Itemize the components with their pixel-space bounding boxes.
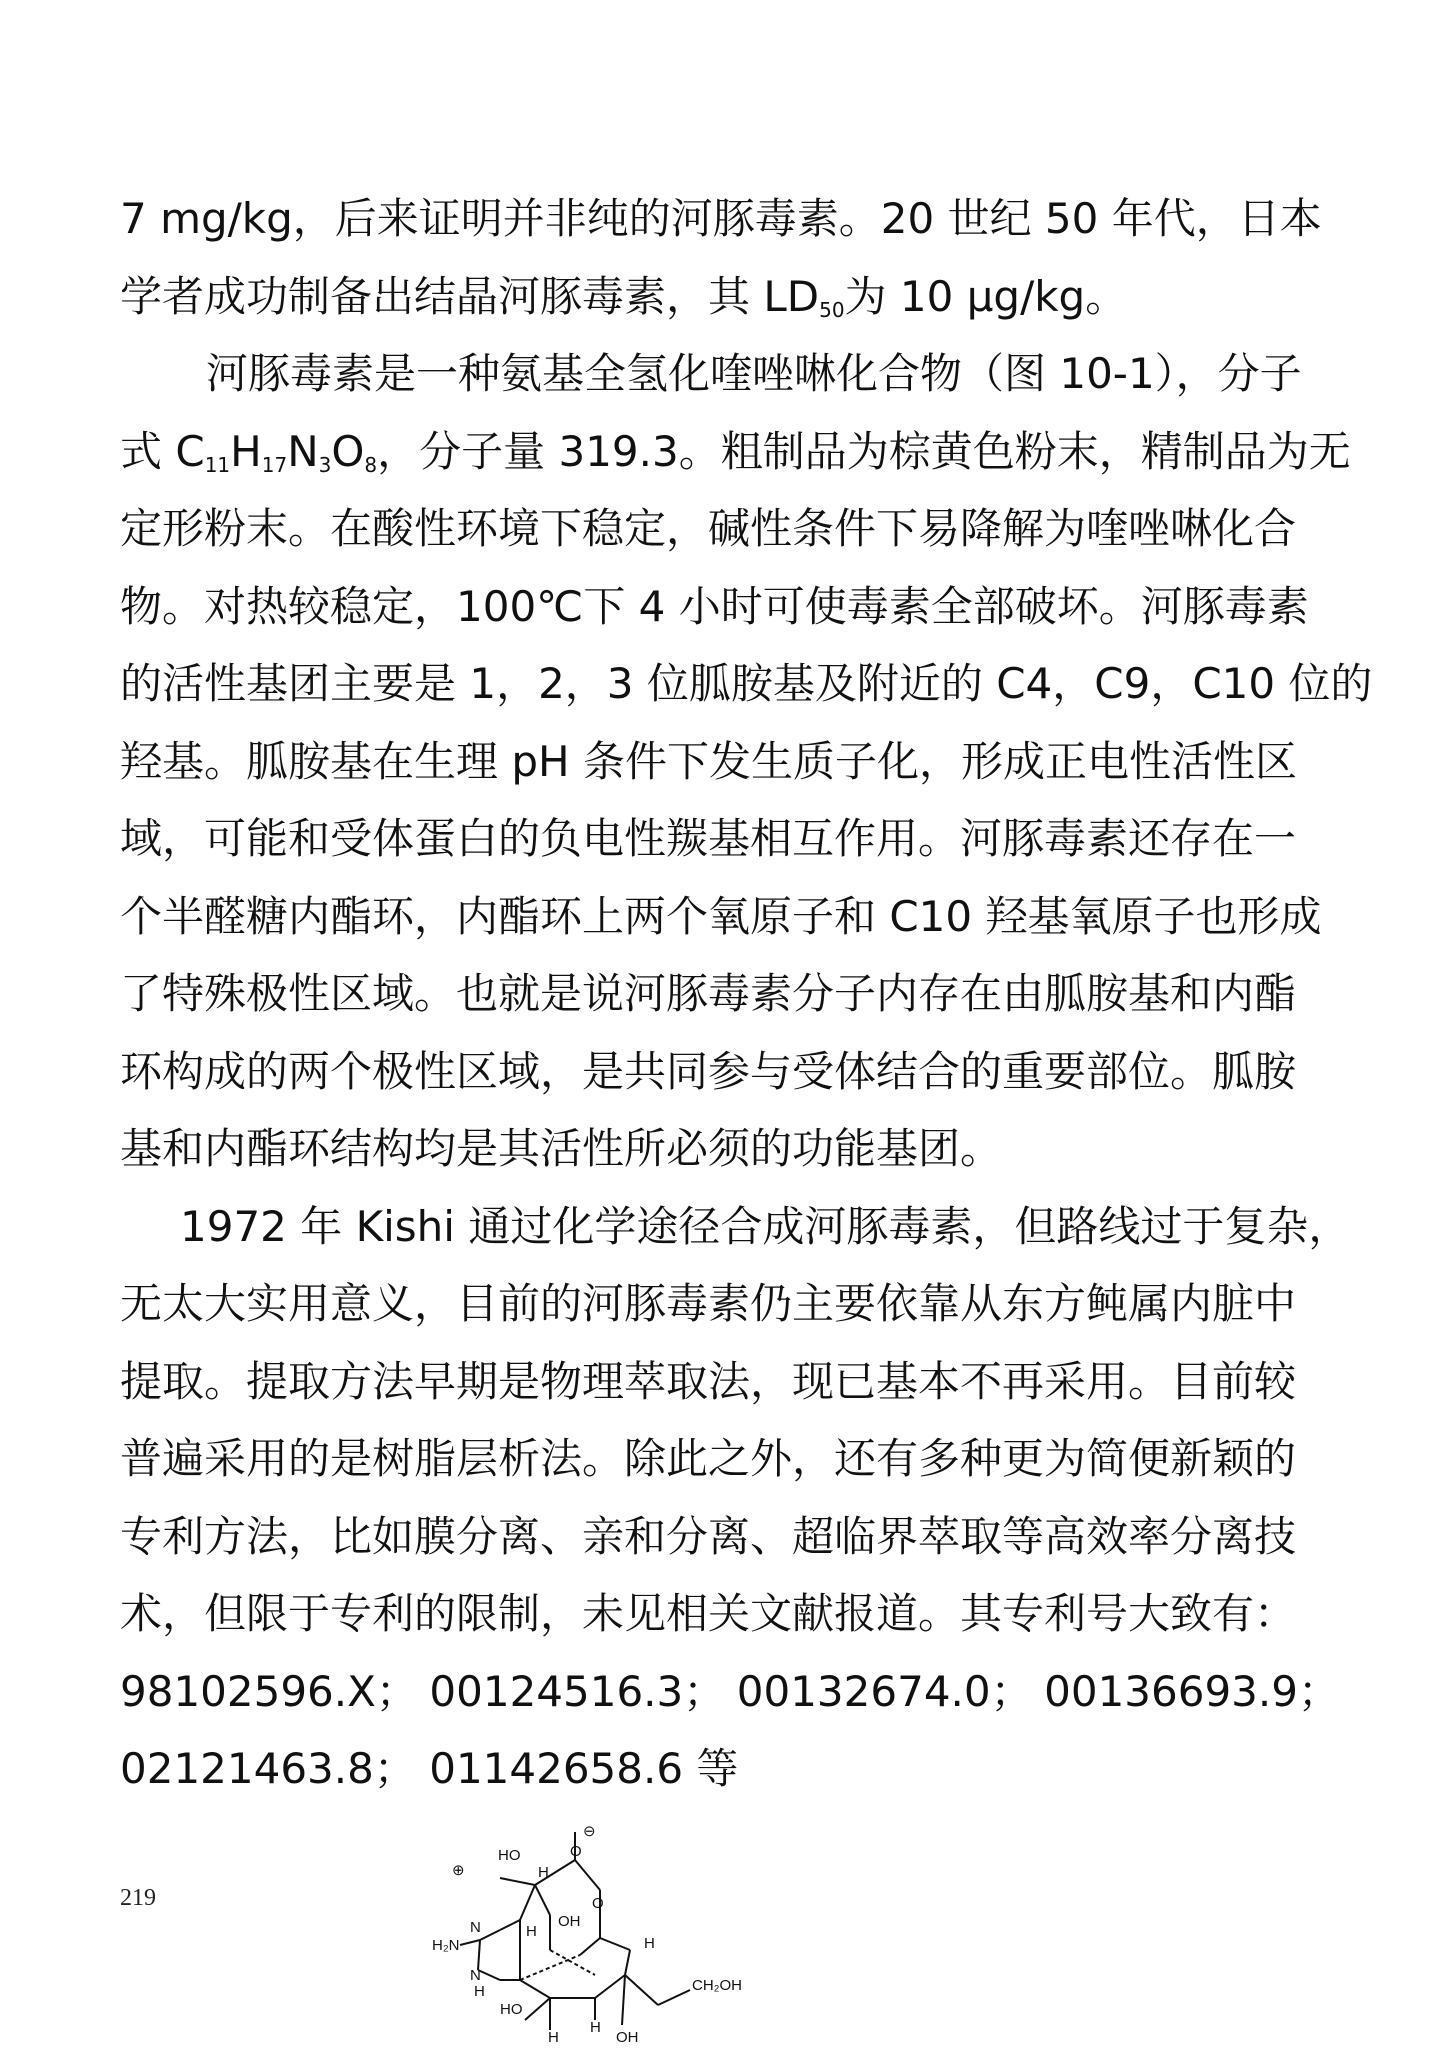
hydrogen-label: H (474, 1983, 485, 2000)
patent-number: 01142658.6 等 (429, 1744, 739, 1793)
text-line (120, 568, 1340, 646)
hydroxyl-label: OH (558, 1913, 581, 1930)
hydrogen-label: H (548, 2029, 559, 2046)
text-line-content: 专利方法，比如膜分离、亲和分离、超临界萃取等高效率分离技 (120, 1511, 1297, 1561)
text-line (120, 723, 1340, 801)
patent-list-line (120, 1653, 1340, 1731)
hydrogen-label: H (538, 1864, 549, 1881)
subscript: 8 (364, 452, 378, 477)
text-line-content: 的活性基团主要是 1，2，3 位胍胺基及附近的 C4，C9，C10 位的 (120, 659, 1373, 708)
subscript: 11 (204, 452, 231, 477)
text-line (120, 878, 1340, 956)
text-line (120, 1498, 1340, 1576)
text-segment: O (331, 426, 365, 476)
text-line-content: 环构成的两个极性区域，是共同参与受体结合的重要部位。胍胺 (120, 1046, 1297, 1096)
hydroxyl-label: OH (616, 2029, 639, 2046)
text-line (120, 1033, 1340, 1111)
text-line-content: 基和内酯环结构均是其活性所必须的功能基团。 (120, 1124, 1003, 1173)
text-line (120, 1265, 1340, 1343)
structure-bonds (460, 1832, 690, 2030)
text-segment: N (287, 426, 319, 476)
text-line-content: 提取。提取方法早期是物理萃取法，现已基本不再采用。目前较 (120, 1356, 1297, 1406)
amino-label: H₂N (432, 1937, 460, 1954)
tetrodotoxin-structure-diagram (400, 1820, 760, 2048)
text-line-content: 7 mg/kg，后来证明并非纯的河豚毒素。20 世纪 50 年代，日本 (120, 194, 1322, 243)
subscript: 17 (261, 452, 288, 477)
hydroxyl-label: HO (498, 1847, 521, 1864)
hydrogen-label: H (590, 2019, 601, 2036)
text-line (120, 955, 1340, 1033)
hydroxymethyl-label: CH₂OH (692, 1977, 742, 1994)
text-line-content: 物。对热较稳定，100℃下 4 小时可使毒素全部破坏。河豚毒素 (120, 581, 1309, 631)
text-line-content: 普遍采用的是树脂层析法。除此之外，还有多种更为简便新颖的 (120, 1434, 1297, 1483)
text-segment: 学者成功制备出结晶河豚毒素，其 LD (120, 271, 820, 321)
text-line-content: 1972 年 Kishi 通过化学途径合成河豚毒素，但路线过于复杂， (180, 1201, 1351, 1251)
patent-number: 00132674.0； (736, 1666, 1033, 1716)
text-line-content: 无太大实用意义，目前的河豚毒素仍主要依靠从东方鲀属内脏中 (120, 1279, 1297, 1328)
oxygen-anion-label: O (570, 1843, 582, 1860)
text-line (120, 335, 1340, 413)
negative-charge-label: ⊖ (583, 1823, 596, 1840)
text-line (120, 1343, 1340, 1421)
text-line-content: 了特殊极性区域。也就是说河豚毒素分子内存在由胍胺基和内酯 (120, 969, 1297, 1018)
hydrogen-label: H (526, 1923, 537, 1940)
subscript: 3 (318, 452, 332, 477)
text-line (120, 1110, 1340, 1188)
text-line-content: 域，可能和受体蛋白的负电性羰基相互作用。河豚毒素还存在一 (120, 814, 1297, 863)
nitrogen-label: N (470, 1919, 481, 1936)
positive-charge-label: ⊕ (452, 1862, 465, 1879)
hydroxyl-label: HO (500, 2001, 523, 2018)
text-line-content: 术，但限于专利的限制，未见相关文献报道。其专利号大致有： (120, 1589, 1297, 1638)
text-line-content: 定形粉末。在酸性环境下稳定，碱性条件下易降解为喹唑啉化合 (120, 504, 1297, 553)
patent-number: 02121463.8； (120, 1744, 416, 1793)
text-line (120, 1188, 1351, 1266)
text-line (120, 490, 1340, 568)
text-line (120, 800, 1340, 878)
text-line (120, 413, 1351, 491)
text-segment: 式 C (120, 426, 205, 476)
subscript: 50 (819, 297, 845, 322)
body-text (120, 180, 1373, 1808)
text-line (120, 180, 1340, 258)
page-number: 219 (120, 1885, 156, 1911)
text-line-content: 羟基。胍胺基在生理 pH 条件下发生质子化，形成正电性活性区 (120, 736, 1297, 786)
text-line (120, 1420, 1340, 1498)
text-line (120, 1575, 1340, 1653)
ring-oxygen-label: O (592, 1895, 604, 1912)
patent-number: 00124516.3； (429, 1666, 726, 1716)
patent-number: 00136693.9； (1044, 1666, 1340, 1716)
text-segment: ，分子量 319.3。粗制品为棕黄色粉末，精制品为无 (377, 426, 1351, 476)
text-line (120, 258, 1340, 336)
patent-number: 98102596.X； (120, 1666, 418, 1716)
text-segment: 为 10 μg/kg。 (844, 271, 1128, 321)
text-line-content: 河豚毒素是一种氨基全氢化喹唑啉化合物（图 10-1），分子 (206, 349, 1302, 398)
hydrogen-label: H (644, 1935, 655, 1952)
text-line (120, 645, 1373, 723)
nitrogen-label: N (470, 1967, 481, 1984)
patent-list-line (120, 1730, 1340, 1808)
text-line-content: 个半醛糖内酯环，内酯环上两个氧原子和 C10 羟基氧原子也形成 (120, 891, 1322, 941)
text-segment: H (230, 426, 262, 476)
